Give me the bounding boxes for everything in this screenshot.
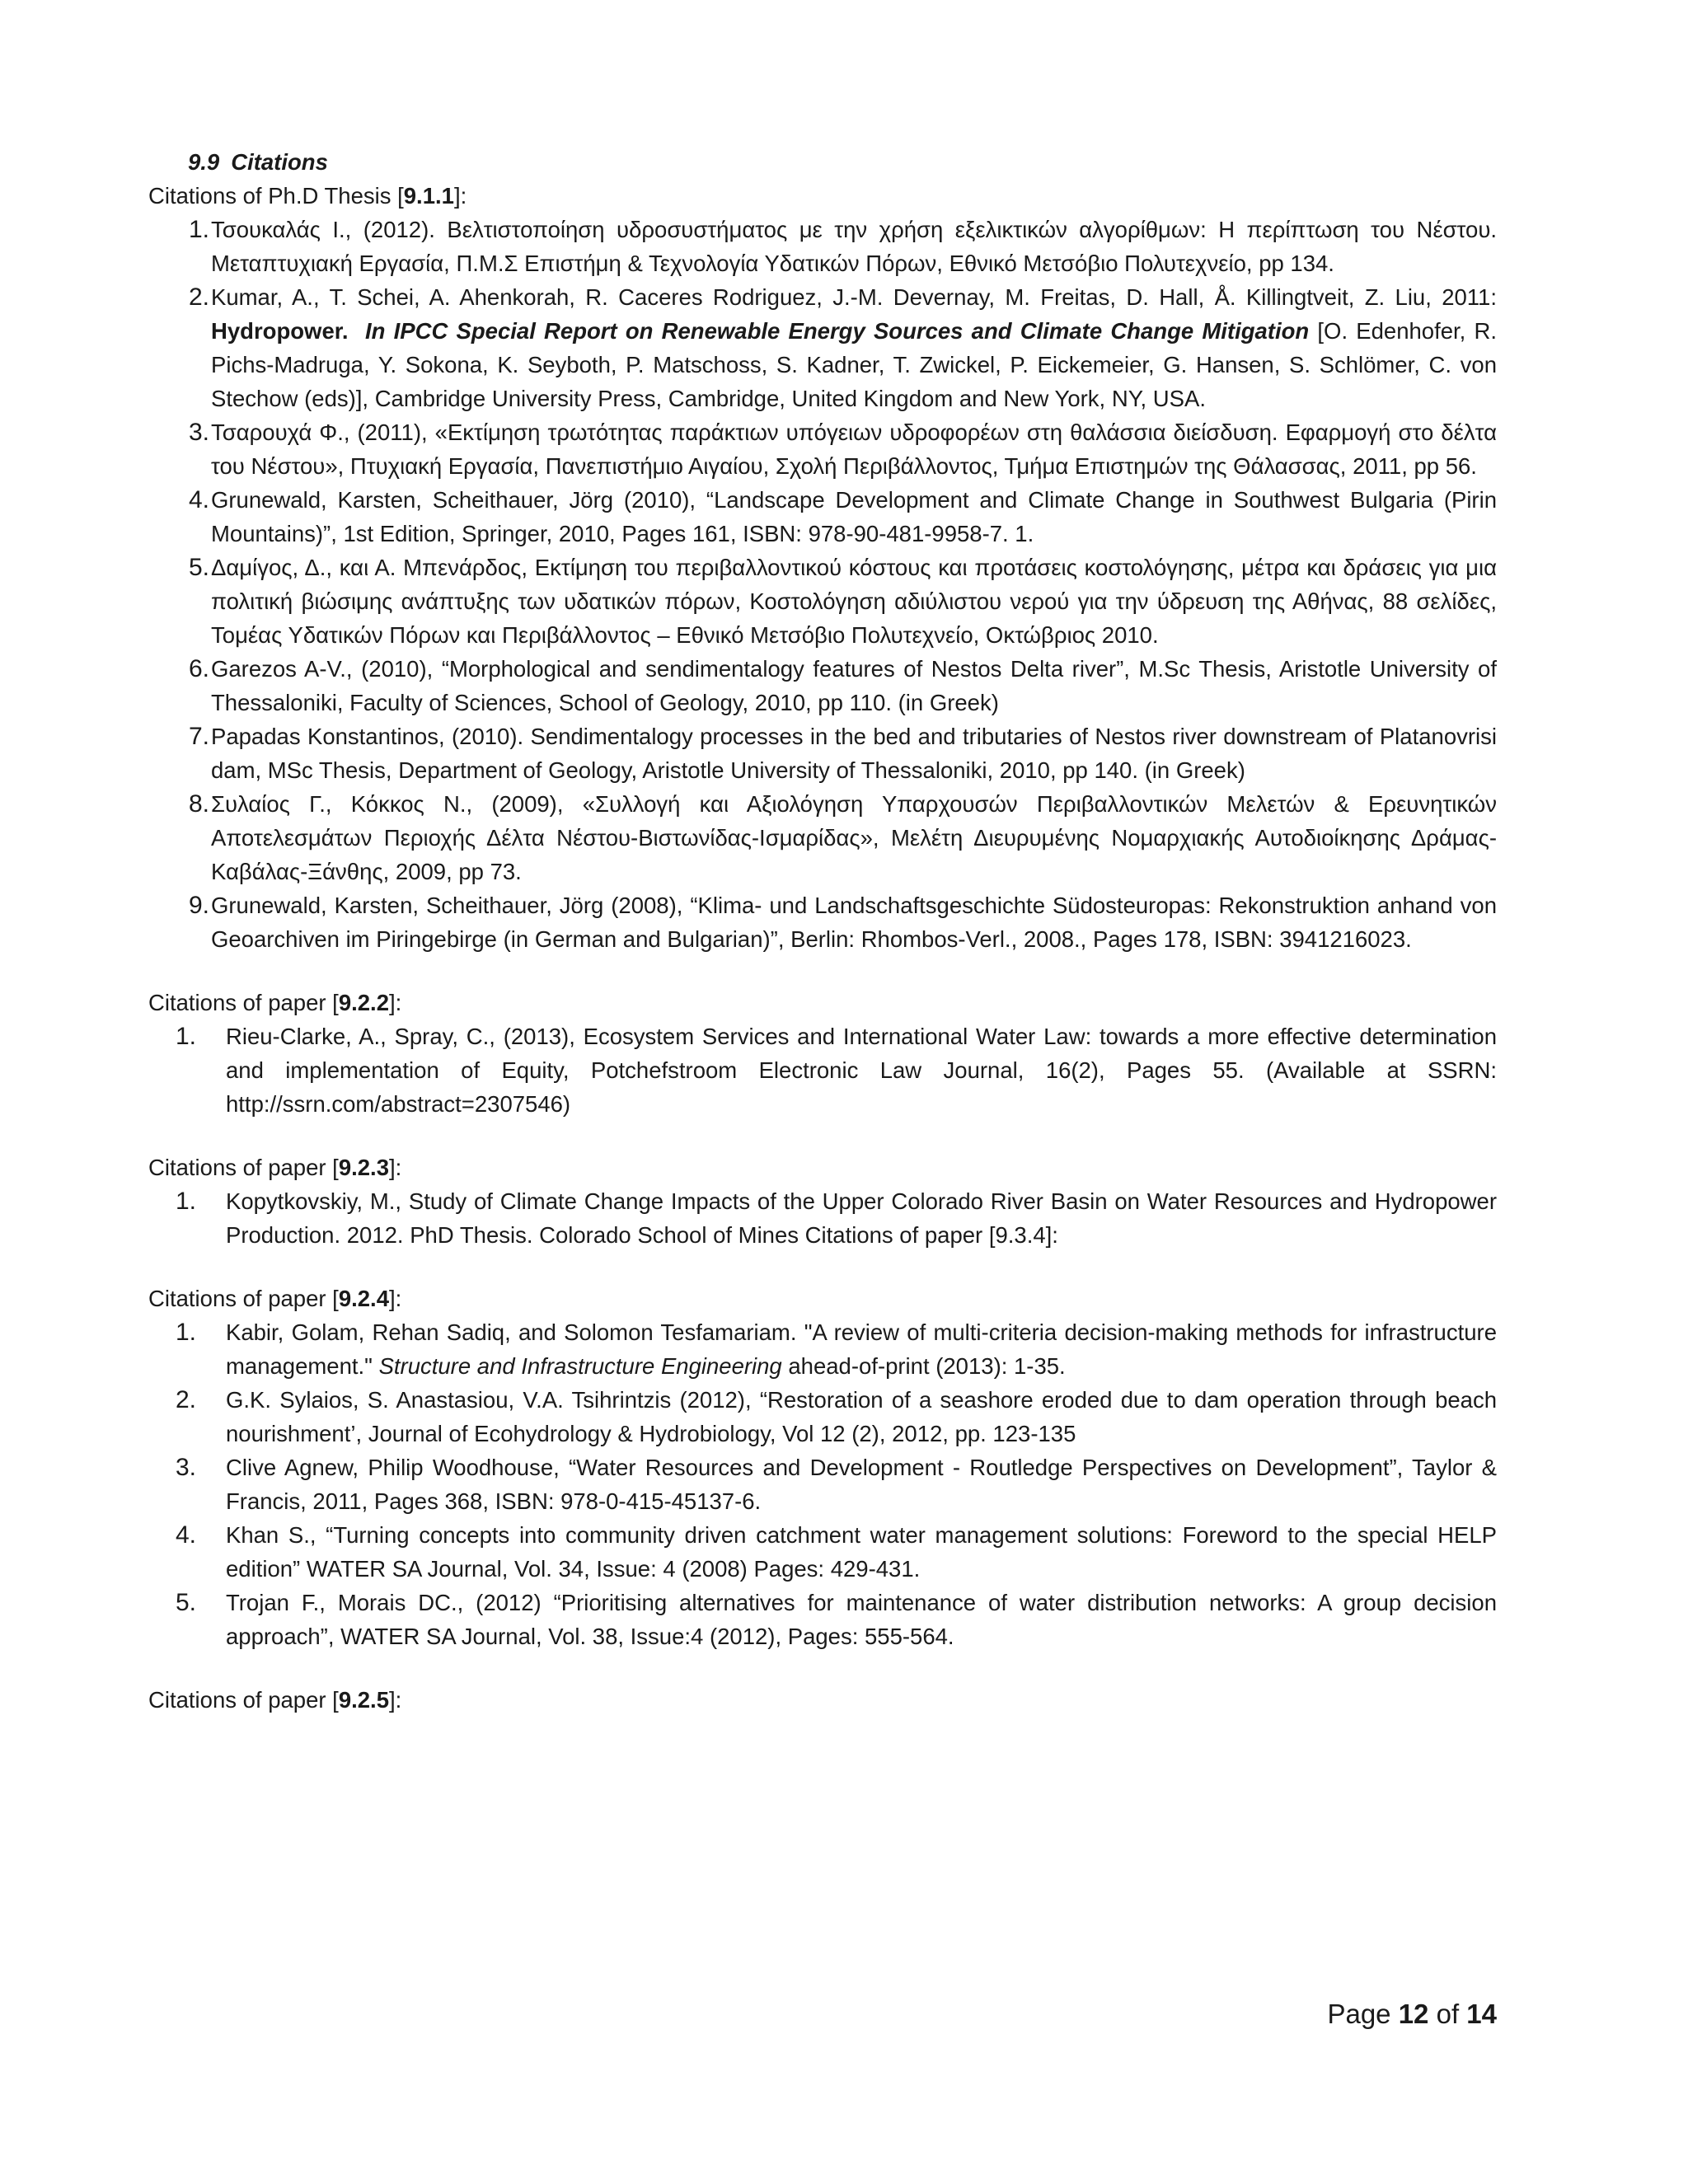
list-item: 2. Kumar, A., T. Schei, A. Ahenkorah, R. Caceres Rodriguez, J.-M. Devernay, M. Freitas, D. Hall, Å. Killingtveit, Z. Liu, 2011: Hydropower. In IPCC Special Report on Renewable Energy Sources and Climate Change Mitigation [O. Edenhofer, R. Pichs-Madruga, Y. Sokona, K. Seyboth, P. Matschoss, S. Kadner, T. Zwickel, P. Eickemeier, G. Hansen, S. Schlömer, C. von Stechow (eds)], Cambridge University Press, Cambridge, United Kingdom and New York, NY, USA.	[188, 284, 1498, 411]
paper-ref: 9.2.5	[338, 1687, 389, 1713]
page-number: Page 12 of 14	[1327, 1999, 1497, 2029]
list-item: 5. Trojan F., Morais DC., (2012) “Prioritising alternatives for maintenance of water distribution networks: A group decision approach”, WATER SA Journal, Vol. 38, Issue:4 (2012), Pages: 555-564.	[175, 1589, 1497, 1649]
paper-citations-heading: Citations of paper [9.2.2]:	[148, 990, 402, 1015]
phd-ref: 9.1.1	[403, 183, 454, 209]
phd-citations-heading: Citations of Ph.D Thesis [9.1.1]:	[148, 183, 467, 209]
page-content	[148, 145, 1497, 1717]
paper-citation-list	[148, 1315, 1497, 1653]
list-item: 3. Τσαρουχά Φ., (2011), «Εκτίμηση τρωτότητας παράκτιων υπόγειων υδροφορέων στη θαλάσσια διείσδυση. Εφαρμογή στο δέλτα του Νέστου», Πτυχιακή Εργασία, Πανεπιστήμιο Αιγαίου, Σχολή Περιβάλλοντος, Τμήμα Επιστημών της Θάλασσας, 2011, pp 56.	[188, 419, 1497, 479]
list-item: 7. Papadas Konstantinos, (2010). Sendimentalogy processes in the bed and tributaries of Nestos river downstream of Platanovrisi dam, MSc Thesis, Department of Geology, Aristotle University of Thessaloniki, 2010, pp 140. (in Greek)	[188, 723, 1497, 783]
paper-citation-list	[148, 1184, 1497, 1252]
list-item: 1. Kabir, Golam, Rehan Sadiq, and Solomon Tesfamariam. "A review of multi-criteria decision-making methods for infrastructure management." Structure and Infrastructure Engineering ahead-of-print (2013): 1-35.	[175, 1319, 1497, 1379]
list-item: 8. Συλαίος Γ., Κόκκος Ν., (2009), «Συλλογή και Αξιολόγηση Υπαρχουσών Περιβαλλοντικών Μελετών & Ερευνητικών Αποτελεσμάτων Περιοχής Δέλτα Νέστου-Βιστωνίδας-Ισμαρίδας», Μελέτη Διευρυμένης Νομαρχιακής Αυτοδιοίκησης Δράμας-Καβάλας-Ξάνθης, 2009, pp 73.	[188, 790, 1497, 884]
paper-ref: 9.2.3	[338, 1155, 389, 1180]
list-item: 1. Rieu-Clarke, A., Spray, C., (2013), Ecosystem Services and International Water Law: towards a more effective determination and implementation of Equity, Potchefstroom Electronic Law Journal, 16(2), Pages 55. (Available at SSRN: http://ssrn.com/abstract=2307546)	[175, 1023, 1497, 1117]
section-title	[188, 145, 1497, 179]
phd-citation-list	[148, 213, 1497, 956]
paper-citation-list	[148, 1019, 1497, 1121]
paper-ref: 9.2.4	[338, 1286, 389, 1311]
total-pages: 14	[1466, 1999, 1497, 2029]
list-item: 2. G.K. Sylaios, S. Anastasiou, V.A. Tsihrintzis (2012), “Restoration of a seashore eroded due to dam operation through beach nourishment’, Journal of Ecohydrology & Hydrobiology, Vol 12 (2), 2012, pp. 123-135	[175, 1386, 1497, 1446]
paper-citations-heading: Citations of paper [9.2.5]:	[148, 1687, 402, 1713]
paper-citations-heading: Citations of paper [9.2.4]:	[148, 1286, 402, 1311]
section-number: 9.9	[188, 149, 220, 175]
section-name: Citations	[231, 149, 328, 175]
paper-citations-heading: Citations of paper [9.2.3]:	[148, 1155, 402, 1180]
list-item: 9. Grunewald, Karsten, Scheithauer, Jörg (2008), “Klima- und Landschaftsgeschichte Südosteuropas: Rekonstruktion anhand von Geoarchiven im Piringebirge (in German and Bulgarian)”, Berlin: Rhombos-Verl., 2008., Pages 178, ISBN: 3941216023.	[188, 892, 1497, 952]
paper-ref: 9.2.2	[338, 990, 389, 1015]
list-item: 3. Clive Agnew, Philip Woodhouse, “Water Resources and Development - Routledge Perspectives on Development”, Taylor & Francis, 2011, Pages 368, ISBN: 978-0-415-45137-6.	[175, 1454, 1497, 1514]
list-item: 5. Δαμίγος, Δ., και Α. Μπενάρδος, Εκτίμηση του περιβαλλοντικού κόστους και προτάσεις κοστολόγησης, μέτρα και δράσεις για μια πολιτική βιώσιμης ανάπτυξης των υδατικών πόρων, Κοστολόγηση αδιύλιστου νερού για την ύδρευση της Αθήνας, 88 σελίδες, Τομέας Υδατικών Πόρων και Περιβάλλοντος – Εθνικό Μετσόβιο Πολυτεχνείο, Οκτώβριος 2010.	[188, 554, 1497, 648]
list-item: 1. Kopytkovskiy, M., Study of Climate Change Impacts of the Upper Colorado River Basin on Water Resources and Hydropower Production. 2012. PhD Thesis. Colorado School of Mines Citations of paper [9.3.4]:	[175, 1188, 1497, 1248]
list-item: 6. Garezos A-V., (2010), “Morphological and sendimentalogy features of Nestos Delta river”, M.Sc Thesis, Aristotle University of Thessaloniki, Faculty of Sciences, School of Geology, 2010, pp 110. (in Greek)	[188, 655, 1497, 715]
list-item: 4. Khan S., “Turning concepts into community driven catchment water management solutions: Foreword to the special HELP edition” WATER SA Journal, Vol. 34, Issue: 4 (2008) Pages: 429-431.	[175, 1521, 1497, 1582]
current-page: 12	[1398, 1999, 1429, 2029]
list-item: 4. Grunewald, Karsten, Scheithauer, Jörg (2010), “Landscape Development and Climate Change in Southwest Bulgaria (Pirin Mountains)”, 1st Edition, Springer, 2010, Pages 161, ISBN: 978-90-481-9958-7. 1.	[188, 486, 1497, 546]
list-item: 1. Τσουκαλάς Ι., (2012). Βελτιστοποίηση υδροσυστήματος με την χρήση εξελικτικών αλγορίθμων: Η περίπτωση του Νέστου. Μεταπτυχιακή Εργασία, Π.Μ.Σ Επιστήμη & Τεχνολογία Υδατικών Πόρων, Εθνικό Μετσόβιο Πολυτεχνείο, pp 134.	[188, 216, 1497, 276]
